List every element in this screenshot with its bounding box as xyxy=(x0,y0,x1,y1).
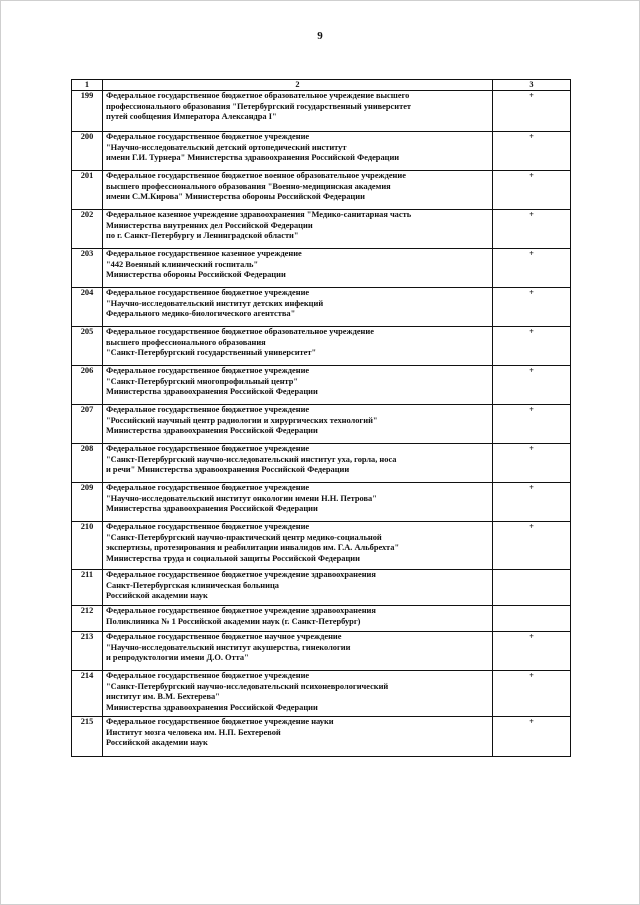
organization-name-line: Министерства здравоохранения Российской Федерации xyxy=(106,387,318,397)
organization-name-line: "Научно-исследовательский институт онкологии имени Н.Н. Петрова" xyxy=(106,493,377,503)
organization-name-line: Федеральное казенное учреждение здравоохранения "Медико-санитарная часть xyxy=(106,210,412,220)
organization-name-line: Федеральное государственное бюджетное учреждение здравоохранения xyxy=(106,570,376,580)
table-row xyxy=(72,522,571,570)
row-number: 208 xyxy=(72,444,103,483)
organization-name xyxy=(103,444,493,483)
column-header-mark: 3 xyxy=(493,80,571,91)
organization-name-line: Министерства внутренних дел Российской Федерации xyxy=(106,220,313,230)
organization-name xyxy=(103,132,493,171)
organization-name xyxy=(103,570,493,606)
inclusion-mark: + xyxy=(493,210,571,249)
row-number: 203 xyxy=(72,249,103,288)
inclusion-mark: + xyxy=(493,522,571,570)
table-row xyxy=(72,327,571,366)
organization-name-line: "442 Военный клинический госпиталь" xyxy=(106,259,259,269)
organization-name-line: Федеральное государственное бюджетное учреждение xyxy=(106,444,310,454)
organization-name-line: и репродуктологии имени Д.О. Отта" xyxy=(106,653,249,663)
organization-name xyxy=(103,249,493,288)
organization-name-line: Федеральное государственное бюджетное учреждение здравоохранения xyxy=(106,606,376,616)
organization-name xyxy=(103,91,493,132)
row-number: 215 xyxy=(72,717,103,757)
organization-name-line: профессионального образования "Петербургский государственный университет xyxy=(106,101,412,111)
organization-name-line: имени Г.И. Турнера" Министерства здравоохранения Российской Федерации xyxy=(106,153,400,163)
organization-name xyxy=(103,606,493,632)
organization-name-line: Институт мозга человека им. Н.П. Бехтеревой xyxy=(106,727,281,737)
organization-name xyxy=(103,366,493,405)
organization-name-line: "Санкт-Петербургский государственный университет" xyxy=(106,348,317,358)
organization-name-line: Федеральное государственное бюджетное образовательное учреждение xyxy=(106,327,374,337)
row-number: 214 xyxy=(72,671,103,717)
table-row xyxy=(72,444,571,483)
table-row xyxy=(72,717,571,757)
table-row xyxy=(72,483,571,522)
organization-name xyxy=(103,632,493,671)
organization-name-line: и речи" Министерства здравоохранения Российской Федерации xyxy=(106,465,350,475)
organization-name-line: "Научно-исследовательский детский ортопедический институт xyxy=(106,142,347,152)
row-number: 204 xyxy=(72,288,103,327)
inclusion-mark xyxy=(493,570,571,606)
organization-name-line: "Санкт-Петербургский научно-практический центр медико-социальной xyxy=(106,532,382,542)
inclusion-mark: + xyxy=(493,366,571,405)
organization-name-line: Федерального медико-биологического агентства" xyxy=(106,309,296,319)
organization-name-line: "Российский научный центр радиологии и хирургических технологий" xyxy=(106,415,378,425)
organization-name-line: Федеральное государственное бюджетное учреждение xyxy=(106,671,310,681)
organization-name-line: Федеральное государственное бюджетное военное образовательное учреждение xyxy=(106,171,406,181)
organization-name-line: "Санкт-Петербургский научно-исследовательский психоневрологический xyxy=(106,681,389,691)
organization-name-line: Федеральное государственное бюджетное учреждение xyxy=(106,522,310,532)
table-row xyxy=(72,606,571,632)
table-row xyxy=(72,171,571,210)
row-number: 212 xyxy=(72,606,103,632)
organization-name xyxy=(103,522,493,570)
organization-name-line: Поликлиника № 1 Российской академии наук (г. Санкт-Петербург) xyxy=(106,616,361,626)
inclusion-mark: + xyxy=(493,671,571,717)
table-row xyxy=(72,288,571,327)
organization-name-line: Министерства здравоохранения Российской Федерации xyxy=(106,504,318,514)
table-row xyxy=(72,671,571,717)
organization-name-line: высшего профессионального образования xyxy=(106,337,266,347)
organizations-table xyxy=(71,79,571,757)
row-number: 199 xyxy=(72,91,103,132)
inclusion-mark: + xyxy=(493,171,571,210)
organization-name xyxy=(103,717,493,757)
row-number: 202 xyxy=(72,210,103,249)
row-number: 213 xyxy=(72,632,103,671)
inclusion-mark: + xyxy=(493,717,571,757)
organization-name xyxy=(103,288,493,327)
inclusion-mark: + xyxy=(493,405,571,444)
organization-name xyxy=(103,671,493,717)
organization-name-line: "Санкт-Петербургский научно-исследовательский институт уха, горла, носа xyxy=(106,454,397,464)
table-row xyxy=(72,132,571,171)
row-number: 207 xyxy=(72,405,103,444)
organization-name-line: по г. Санкт-Петербургу и Ленинградской области" xyxy=(106,231,299,241)
column-header-name: 2 xyxy=(103,80,493,91)
organization-name-line: Российской академии наук xyxy=(106,738,208,748)
organization-name-line: экспертизы, протезирования и реабилитации инвалидов им. Г.А. Альбрехта" xyxy=(106,543,400,553)
organization-name xyxy=(103,327,493,366)
organization-name-line: высшего профессионального образования "Военно-медицинская академия xyxy=(106,181,391,191)
organization-name xyxy=(103,405,493,444)
organization-name-line: Министерства труда и социальной защиты Российской Федерации xyxy=(106,553,360,563)
organization-name-line: Министерства здравоохранения Российской Федерации xyxy=(106,426,318,436)
organization-name-line: имени С.М.Кирова" Министерства обороны Российской Федерации xyxy=(106,192,365,202)
row-number: 209 xyxy=(72,483,103,522)
inclusion-mark: + xyxy=(493,132,571,171)
table-header-row xyxy=(72,80,571,91)
inclusion-mark: + xyxy=(493,288,571,327)
row-number: 205 xyxy=(72,327,103,366)
organization-name-line: "Научно-исследовательский институт детских инфекций xyxy=(106,298,324,308)
inclusion-mark: + xyxy=(493,249,571,288)
inclusion-mark: + xyxy=(493,483,571,522)
organization-name-line: Министерства здравоохранения Российской Федерации xyxy=(106,702,318,712)
organization-name-line: Федеральное государственное бюджетное учреждение xyxy=(106,405,310,415)
organization-name xyxy=(103,171,493,210)
table-row xyxy=(72,249,571,288)
column-header-number: 1 xyxy=(72,80,103,91)
row-number: 206 xyxy=(72,366,103,405)
organization-name-line: "Научно-исследовательский институт акушерства, гинекологии xyxy=(106,642,351,652)
inclusion-mark: + xyxy=(493,327,571,366)
page-number: 9 xyxy=(317,30,323,42)
organization-name-line: Федеральное государственное бюджетное образовательное учреждение высшего xyxy=(106,91,410,101)
row-number: 211 xyxy=(72,570,103,606)
organization-name xyxy=(103,483,493,522)
row-number: 210 xyxy=(72,522,103,570)
organization-name-line: Российской академии наук xyxy=(106,591,208,601)
organization-name-line: Федеральное государственное бюджетное учреждение xyxy=(106,366,310,376)
organization-name-line: Федеральное государственное казенное учреждение xyxy=(106,249,302,259)
organization-name-line: Федеральное государственное бюджетное учреждение науки xyxy=(106,717,334,727)
table-row xyxy=(72,632,571,671)
organization-name-line: Министерства обороны Российской Федерации xyxy=(106,270,286,280)
organization-name-line: путей сообщения Императора Александра I" xyxy=(106,112,277,122)
table-row xyxy=(72,405,571,444)
inclusion-mark xyxy=(493,606,571,632)
organization-name-line: Федеральное государственное бюджетное научное учреждение xyxy=(106,632,342,642)
organization-name xyxy=(103,210,493,249)
organization-name-line: "Санкт-Петербургский многопрофильный центр" xyxy=(106,376,299,386)
table-row xyxy=(72,570,571,606)
organization-name-line: Федеральное государственное бюджетное учреждение xyxy=(106,132,310,142)
table-row xyxy=(72,366,571,405)
table-row xyxy=(72,210,571,249)
row-number: 201 xyxy=(72,171,103,210)
table-row xyxy=(72,91,571,132)
inclusion-mark: + xyxy=(493,444,571,483)
inclusion-mark: + xyxy=(493,91,571,132)
organization-name-line: институт им. В.М. Бехтерева" xyxy=(106,692,220,702)
inclusion-mark: + xyxy=(493,632,571,671)
row-number: 200 xyxy=(72,132,103,171)
organization-name-line: Федеральное государственное бюджетное учреждение xyxy=(106,483,310,493)
organization-name-line: Санкт-Петербургская клиническая больница xyxy=(106,580,279,590)
organization-name-line: Федеральное государственное бюджетное учреждение xyxy=(106,288,310,298)
